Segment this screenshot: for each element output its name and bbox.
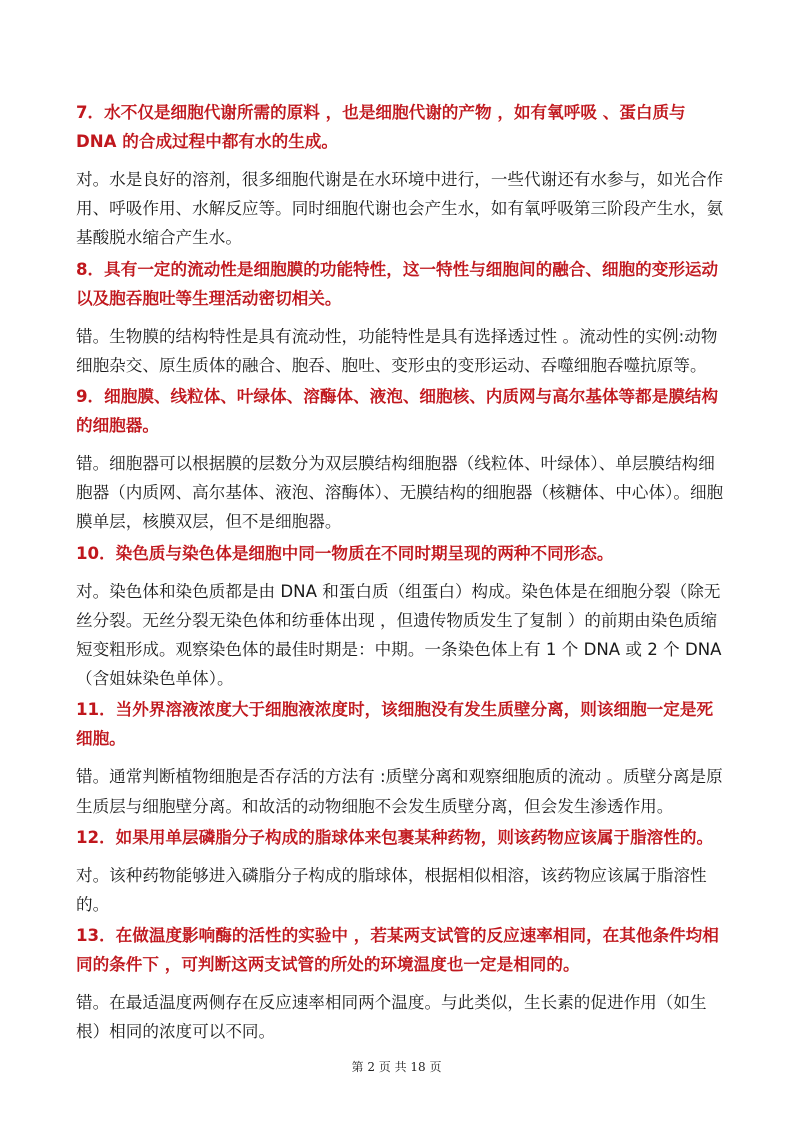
question-13: 13．在做温度影响酶的活性的实验中 ，若某两支试管的反应速率相同，在其他条件均相同的条件下 ，可判断这两支试管的所处的环境温度也一定是相同的。 — [76, 926, 719, 975]
question-11: 11．当外界溶液浓度大于细胞液浓度时，该细胞没有发生质壁分离，则该细胞一定是死细胞。 — [76, 700, 714, 749]
question-7: 7．水不仅是细胞代谢所需的原料 ，也是细胞代谢的产物 ，如有氧呼吸 、蛋白质与 DNA 的合成过程中都有水的生成。 — [76, 103, 686, 151]
question-9: 9．细胞膜、线粒体、叶绿体、溶酶体、液泡、细胞核、内质网与高尔基体等都是膜结构的细胞器。 — [76, 387, 719, 436]
question-10: 10．染色质与染色体是细胞中同一物质在不同时期呈现的两种不同形态。 — [76, 543, 614, 563]
page-footer — [0, 1058, 793, 1075]
answer-7: 对。水是良好的溶剂，很多细胞代谢是在水环境中进行，一些代谢还有水参与，如光合作用、呼吸作用、水解反应等。同时细胞代谢也会产生水，如有氧呼吸第三阶段产生水，氨基酸脱水缩合产生水。 — [76, 170, 724, 248]
question-8: 8．具有一定的流动性是细胞膜的功能特性，这一特性与细胞间的融合、细胞的变形运动以及胞吞胞吐等生理活动密切相关。 — [76, 259, 719, 308]
answer-8: 错。生物膜的结构特性是具有流动性，功能特性是具有选择透过性 。流动性的实例:动物细胞杂交、原生质体的融合、胞吞、胞吐、变形虫的变形运动、吞噬细胞吞噬抗原等。 — [76, 326, 718, 375]
answer-12: 对。该种药物能够进入磷脂分子构成的脂球体，根据相似相溶，该药物应该属于脂溶性的。 — [76, 865, 707, 915]
document-body — [76, 98, 726, 1049]
answer-10: 对。染色体和染色质都是由 DNA 和蛋白质（组蛋白）构成。染色体是在细胞分裂（除无丝分裂。无丝分裂无染色体和纺垂体出现 ，但遗传物质发生了复制 ）的前期由染色质缩短变粗形成。观察染色体的最佳时期是：中期。一条染色体上有 1 个 DNA 或 2 个 DNA（含姐妹染色单体）。 — [76, 581, 722, 689]
question-12: 12．如果用单层磷脂分子构成的脂球体来包裹某种药物，则该药物应该属于脂溶性的。 — [76, 827, 714, 847]
page-number-text: 第 2 页 共 18 页 — [351, 1060, 442, 1074]
answer-11: 错。通常判断植物细胞是否存活的方法有 :质壁分离和观察细胞质的流动 。质壁分离是原生质层与细胞壁分离。和故活的动物细胞不会发生质壁分离，但会发生渗透作用。 — [76, 767, 723, 816]
answer-9: 错。细胞器可以根据膜的层数分为双层膜结构细胞器（线粒体、叶绿体）、单层膜结构细胞器（内质网、高尔基体、液泡、溶酶体）、无膜结构的细胞器（核糖体、中心体）。细胞膜单层，核膜双层，但不是细胞器。 — [76, 454, 724, 532]
answer-13: 错。在最适温度两侧存在反应速率相同两个温度。与此类似，生长素的促进作用（如生根）相同的浓度可以不同。 — [76, 993, 707, 1042]
